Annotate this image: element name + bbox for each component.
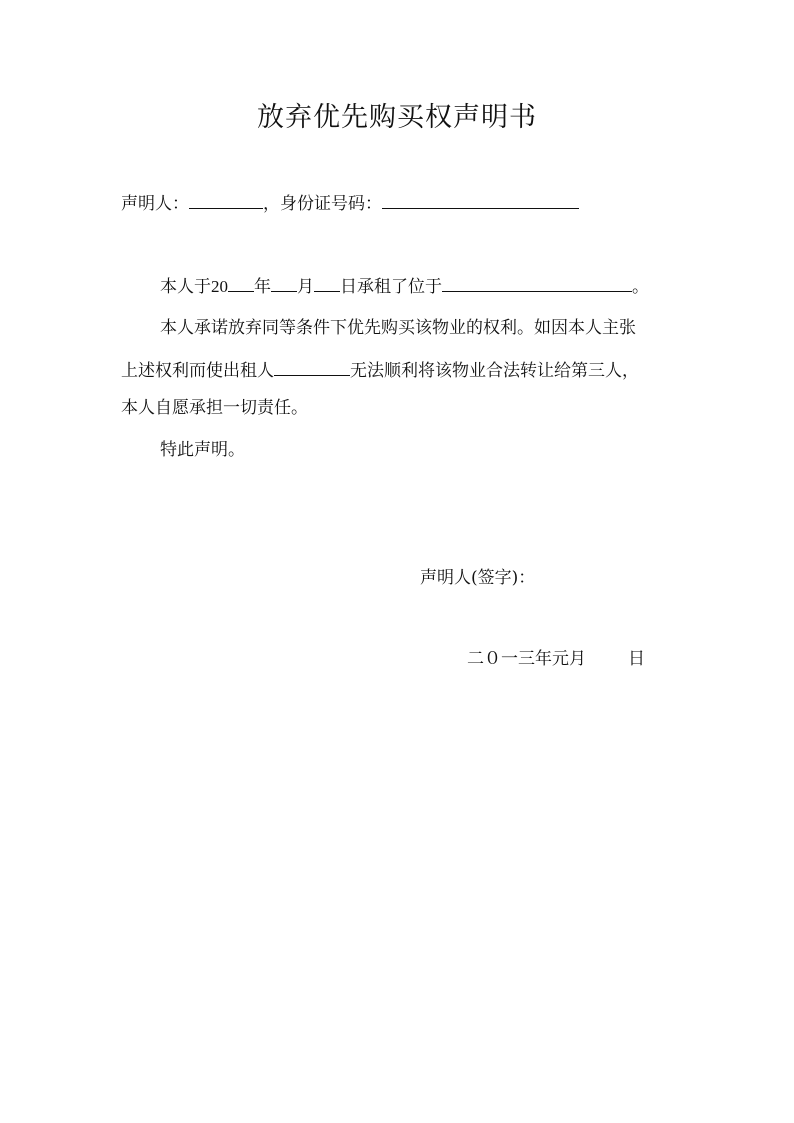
waiver-line2-post: 无法顺利将该物业合法转让给第三人，: [350, 361, 639, 381]
lease-paragraph: [160, 272, 649, 299]
waiver-paragraph-line-3: 本人自愿承担一切责任。: [121, 398, 308, 418]
date-text: 二０一三年元月: [467, 649, 586, 669]
lease-day-text: 日承租了位于: [340, 277, 442, 297]
closing-statement: 特此声明。: [160, 440, 245, 460]
year-prefix: 20: [211, 277, 228, 296]
document-title: 放弃优先购买权声明书: [257, 102, 537, 133]
waiver-paragraph-line-2: [121, 356, 639, 383]
month-unit: 月: [297, 277, 314, 297]
date-line: [467, 647, 645, 671]
property-location-field[interactable]: [442, 272, 632, 292]
id-number-label: ，身份证号码：: [263, 194, 382, 214]
signature-text: 声明人(签字)：: [420, 568, 536, 588]
month-field[interactable]: [271, 272, 297, 292]
year-unit: 年: [254, 277, 271, 297]
signature-field[interactable]: [535, 563, 645, 583]
declarant-label: 声明人：: [121, 194, 189, 214]
day-field[interactable]: [314, 272, 340, 292]
id-number-field[interactable]: [382, 189, 579, 209]
year-field[interactable]: [228, 272, 254, 292]
lease-prefix: 本人于: [160, 277, 211, 297]
lease-end: 。: [632, 277, 649, 297]
declarant-line: [121, 189, 579, 216]
signature-label: [420, 563, 645, 590]
date-day: 日: [628, 649, 645, 669]
lessor-name-field[interactable]: [274, 356, 350, 376]
declarant-name-field[interactable]: [189, 189, 263, 209]
waiver-paragraph-line-1: 本人承诺放弃同等条件下优先购买该物业的权利。如因本人主张: [160, 318, 636, 338]
waiver-line2-pre: 上述权利而使出租人: [121, 361, 274, 381]
